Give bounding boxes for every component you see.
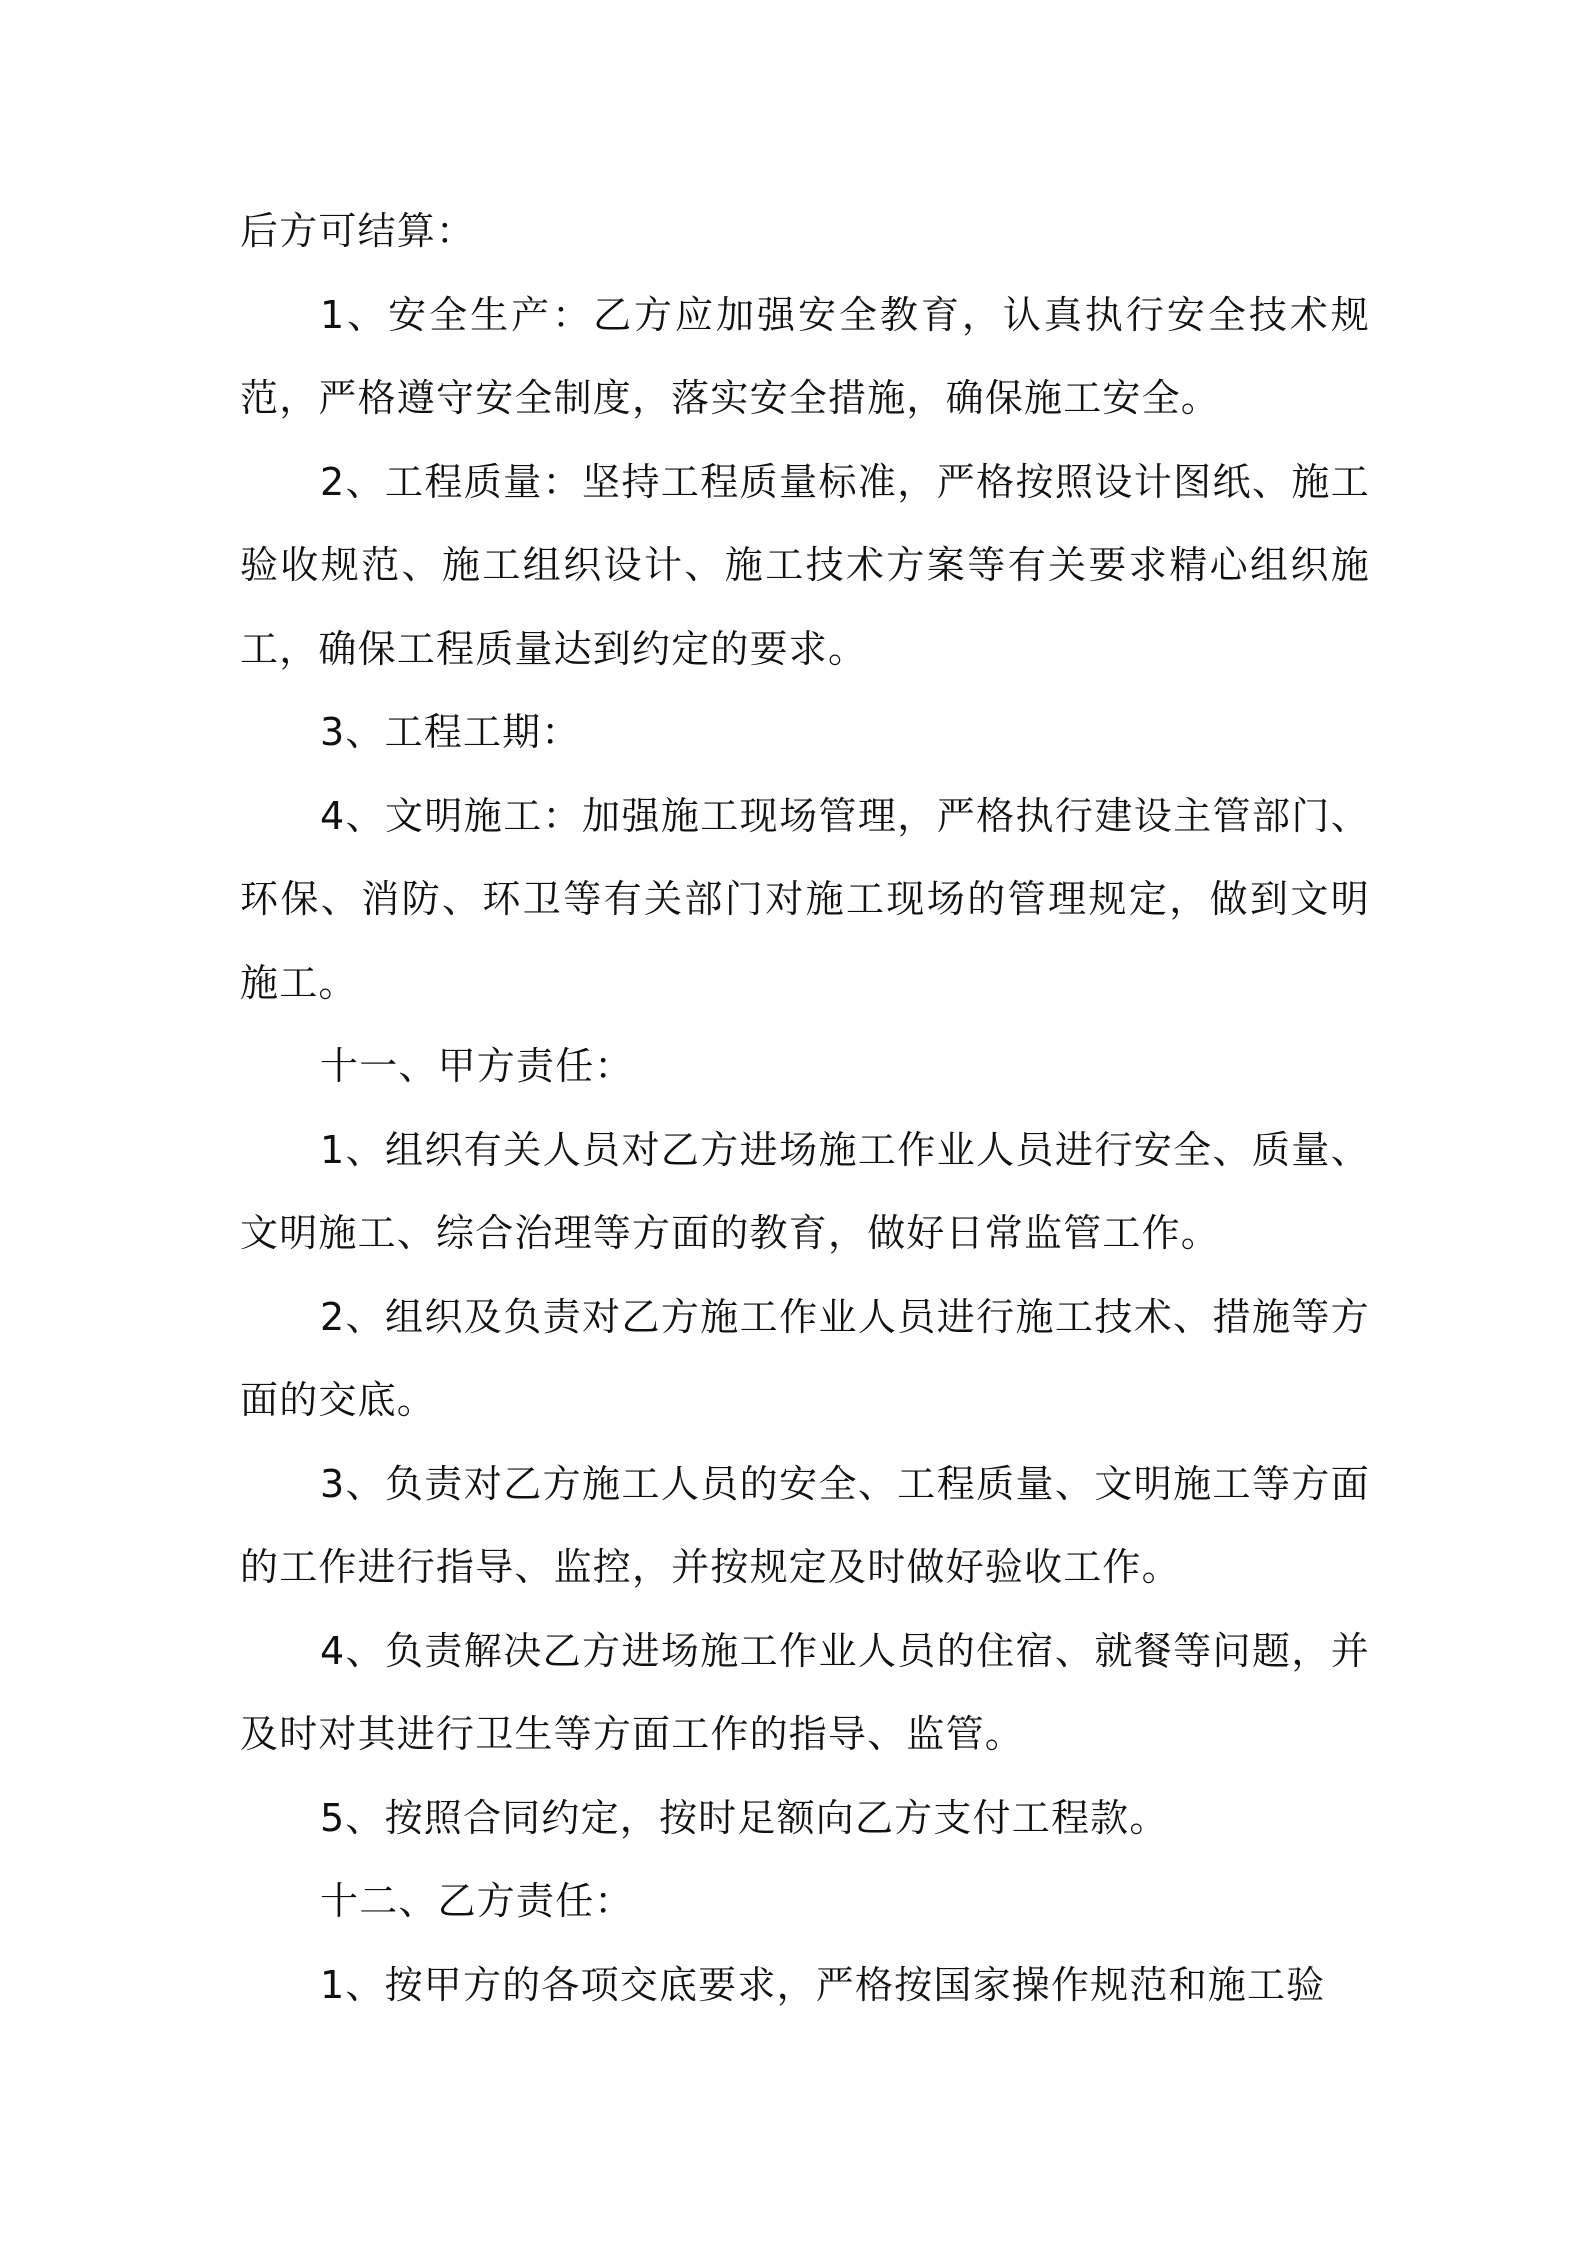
paragraph-engineering-quality: 2、工程质量：坚持工程质量标准，严格按照设计图纸、施工验收规范、施工组织设计、施工技术方案等有关要求精心组织施工，确保工程质量达到约定的要求。 (240, 459, 1370, 671)
paragraph-party-a-item-3: 3、负责对乙方施工人员的安全、工程质量、文明施工等方面的工作进行指导、监控，并按规定及时做好验收工作。 (240, 1461, 1370, 1589)
document-body (240, 190, 1370, 2027)
paragraph-construction-period: 3、工程工期： (320, 710, 581, 754)
paragraph-party-a-item-4: 4、负责解决乙方进场施工作业人员的住宿、就餐等问题，并及时对其进行卫生等方面工作的指导、监管。 (240, 1628, 1370, 1756)
paragraph-safety-production: 1、安全生产：乙方应加强安全教育，认真执行安全技术规范，严格遵守安全制度，落实安全措施，确保施工安全。 (240, 292, 1370, 420)
paragraph-continuation: 后方可结算： (240, 209, 476, 253)
paragraph-party-a-item-1: 1、组织有关人员对乙方进场施工作业人员进行安全、质量、文明施工、综合治理等方面的教育，做好日常监管工作。 (240, 1127, 1370, 1255)
paragraph-party-a-item-2: 2、组织及负责对乙方施工作业人员进行施工技术、措施等方面的交底。 (240, 1294, 1370, 1422)
paragraph-civilized-construction: 4、文明施工：加强施工现场管理，严格执行建设主管部门、环保、消防、环卫等有关部门对施工现场的管理规定，做到文明施工。 (240, 793, 1370, 1005)
section-heading-party-b: 十二、乙方责任： (320, 1879, 634, 1923)
paragraph-party-a-item-5: 5、按照合同约定，按时足额向乙方支付工程款。 (320, 1795, 1169, 1840)
paragraph-party-b-item-1: 1、按甲方的各项交底要求，严格按国家操作规范和施工验 (320, 1962, 1326, 2007)
section-heading-party-a: 十一、甲方责任： (320, 1044, 634, 1088)
